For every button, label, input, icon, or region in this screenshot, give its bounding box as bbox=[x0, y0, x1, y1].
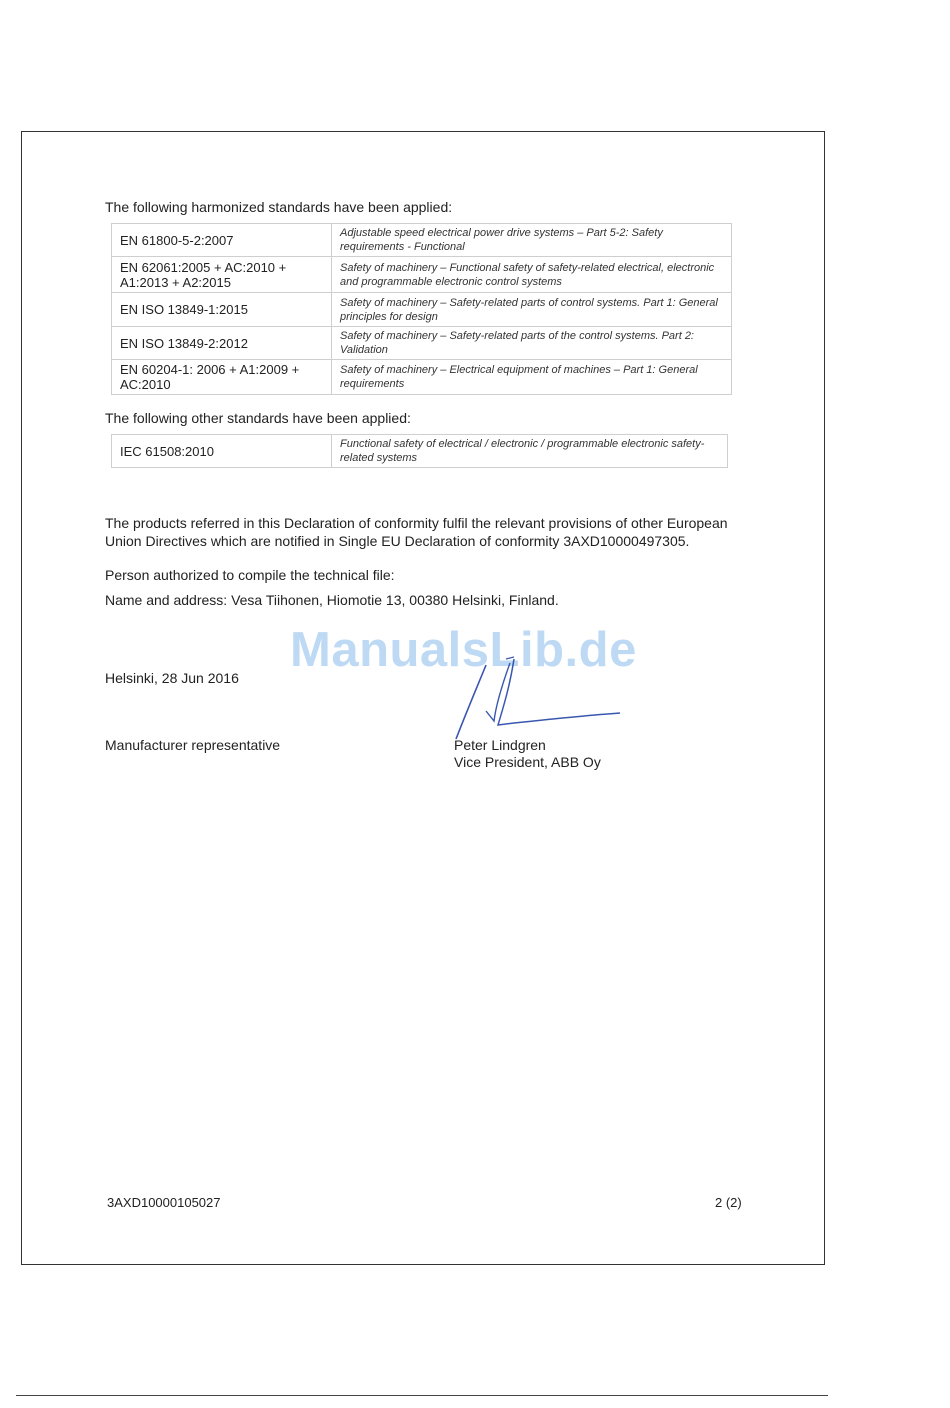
standard-code: EN 61800-5-2:2007 bbox=[112, 224, 332, 257]
standard-code: IEC 61508:2010 bbox=[112, 435, 332, 468]
standard-desc: Safety of machinery – Electrical equipment of machines – Part 1: General requirements bbox=[332, 360, 732, 395]
standard-desc: Adjustable speed electrical power drive systems – Part 5-2: Safety requirements - Functional bbox=[332, 224, 732, 257]
standard-code: EN ISO 13849-2:2012 bbox=[112, 327, 332, 360]
table-row bbox=[112, 293, 732, 327]
name-address: Name and address: Vesa Tiihonen, Hiomotie 13, 00380 Helsinki, Finland. bbox=[105, 592, 559, 608]
watermark: ManualsLib.de bbox=[290, 623, 637, 677]
table-row bbox=[112, 224, 732, 257]
other-table bbox=[111, 434, 728, 468]
table-row bbox=[112, 435, 728, 468]
standard-code: EN 62061:2005 + AC:2010 + A1:2013 + A2:2015 bbox=[112, 257, 332, 293]
standard-desc: Safety of machinery – Functional safety of safety-related electrical, electronic and programmable electronic control systems bbox=[332, 257, 732, 293]
table-row bbox=[112, 327, 732, 360]
table-row bbox=[112, 257, 732, 293]
bottom-divider bbox=[16, 1395, 828, 1396]
standard-code: EN 60204-1: 2006 + A1:2009 + AC:2010 bbox=[112, 360, 332, 395]
conformity-line-1: The products referred in this Declaration of conformity fulfil the relevant provisions of other European bbox=[105, 515, 728, 531]
harmonized-heading: The following harmonized standards have been applied: bbox=[105, 199, 453, 215]
other-heading: The following other standards have been applied: bbox=[105, 410, 411, 426]
standard-code: EN ISO 13849-1:2015 bbox=[112, 293, 332, 327]
standard-desc: Functional safety of electrical / electronic / programmable electronic safety-related systems bbox=[332, 435, 728, 468]
document-id: 3AXD10000105027 bbox=[107, 1195, 221, 1210]
technical-file-label: Person authorized to compile the technical file: bbox=[105, 567, 395, 583]
harmonized-table bbox=[111, 223, 732, 395]
table-row bbox=[112, 360, 732, 395]
page-number: 2 (2) bbox=[715, 1195, 742, 1210]
signatory-name: Peter Lindgren bbox=[454, 737, 546, 753]
standard-desc: Safety of machinery – Safety-related parts of control systems. Part 1: General principles for design bbox=[332, 293, 732, 327]
place-date: Helsinki, 28 Jun 2016 bbox=[105, 670, 239, 686]
conformity-line-2: Union Directives which are notified in Single EU Declaration of conformity 3AXD10000497305. bbox=[105, 533, 690, 549]
manufacturer-representative: Manufacturer representative bbox=[105, 737, 281, 753]
signatory-title: Vice President, ABB Oy bbox=[454, 754, 601, 770]
standard-desc: Safety of machinery – Safety-related parts of the control systems. Part 2: Validation bbox=[332, 327, 732, 360]
